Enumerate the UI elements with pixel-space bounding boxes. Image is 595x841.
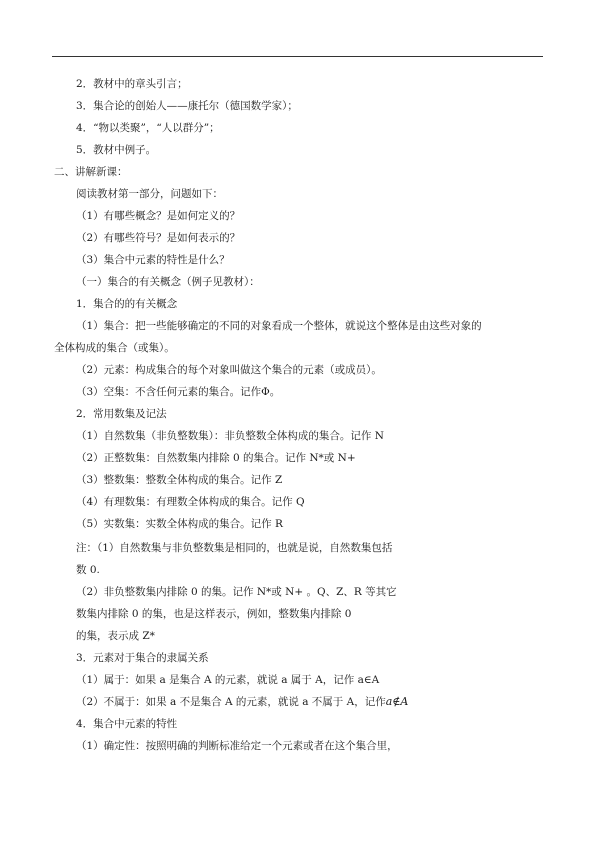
text-line: （5）实数集：实数全体构成的集合。记作 R bbox=[76, 518, 283, 530]
text-line: （1）集合：把一些能够确定的不同的对象看成一个整体，就说这个整体是由这些对象的 bbox=[76, 320, 482, 332]
text-line: 全体构成的集合（或集）。 bbox=[54, 342, 175, 354]
text-line: （4）有理数集：有理数全体构成的集合。记作 Q bbox=[76, 496, 305, 508]
text-line: 5．教材中例子。 bbox=[76, 144, 157, 156]
text-segment: （2）不属于：如果 a 不是集合 A 的元素，就说 a 不属于 A，记作 bbox=[76, 696, 386, 708]
subsection-heading: 3．元素对于集合的隶属关系 bbox=[76, 652, 209, 664]
subsection-heading: 1．集合的的有关概念 bbox=[76, 298, 178, 310]
subsection-heading: 4．集合中元素的特性 bbox=[76, 718, 178, 730]
not-in-formula: a∉A bbox=[385, 695, 409, 708]
note-line: 数 0. bbox=[76, 564, 100, 576]
text-line: （2）有哪些符号？是如何表示的？ bbox=[76, 232, 241, 244]
subsection-heading: 2．常用数集及记法 bbox=[76, 408, 167, 420]
text-line: （1）属于：如果 a 是集合 A 的元素，就说 a 属于 A，记作 a∈A bbox=[76, 674, 380, 686]
section-heading: 二、讲解新课： bbox=[54, 166, 128, 178]
text-line: 阅读教材第一部分，问题如下： bbox=[76, 188, 223, 200]
text-line: （一）集合的有关概念（例子见教材）： bbox=[76, 276, 260, 288]
text-line: 2．教材中的章头引言； bbox=[76, 78, 188, 90]
note-line: 注：（1）自然数集与非负整数集是相同的，也就是说，自然数集包括 bbox=[76, 542, 393, 554]
text-line: 3．集合论的创始人——康托尔（德国数学家）； bbox=[76, 100, 298, 112]
text-line: （2）正整数集：自然数集内排除 0 的集合。记作 N*或 N+ bbox=[76, 452, 356, 464]
note-line: 数集内排除 0 的集，也是这样表示，例如，整数集内排除 0 bbox=[76, 608, 352, 620]
text-line: 4．“物以类聚”，“人以群分”； bbox=[76, 122, 220, 134]
text-line: （3）整数集：整数全体构成的集合。记作 Z bbox=[76, 474, 283, 486]
note-line: （2）非负整数集内排除 0 的集。记作 N*或 N+ 。Q、Z、R 等其它 bbox=[76, 586, 397, 598]
header-rule bbox=[52, 56, 543, 57]
text-line bbox=[76, 695, 408, 709]
text-line: （3）集合中元素的特性是什么？ bbox=[76, 254, 230, 266]
note-line: 的集，表示成 Z* bbox=[76, 630, 155, 642]
text-line: （3）空集：不含任何元素的集合。记作Φ。 bbox=[76, 386, 281, 398]
text-line: （1）有哪些概念？是如何定义的？ bbox=[76, 210, 241, 222]
text-line: （1）自然数集（非负整数集）：非负整数全体构成的集合。记作 N bbox=[76, 430, 384, 442]
text-line: （1）确定性：按照明确的判断标准给定一个元素或者在这个集合里， bbox=[76, 740, 398, 752]
text-line: （2）元素：构成集合的每个对象叫做这个集合的元素（或成员）。 bbox=[76, 364, 382, 376]
